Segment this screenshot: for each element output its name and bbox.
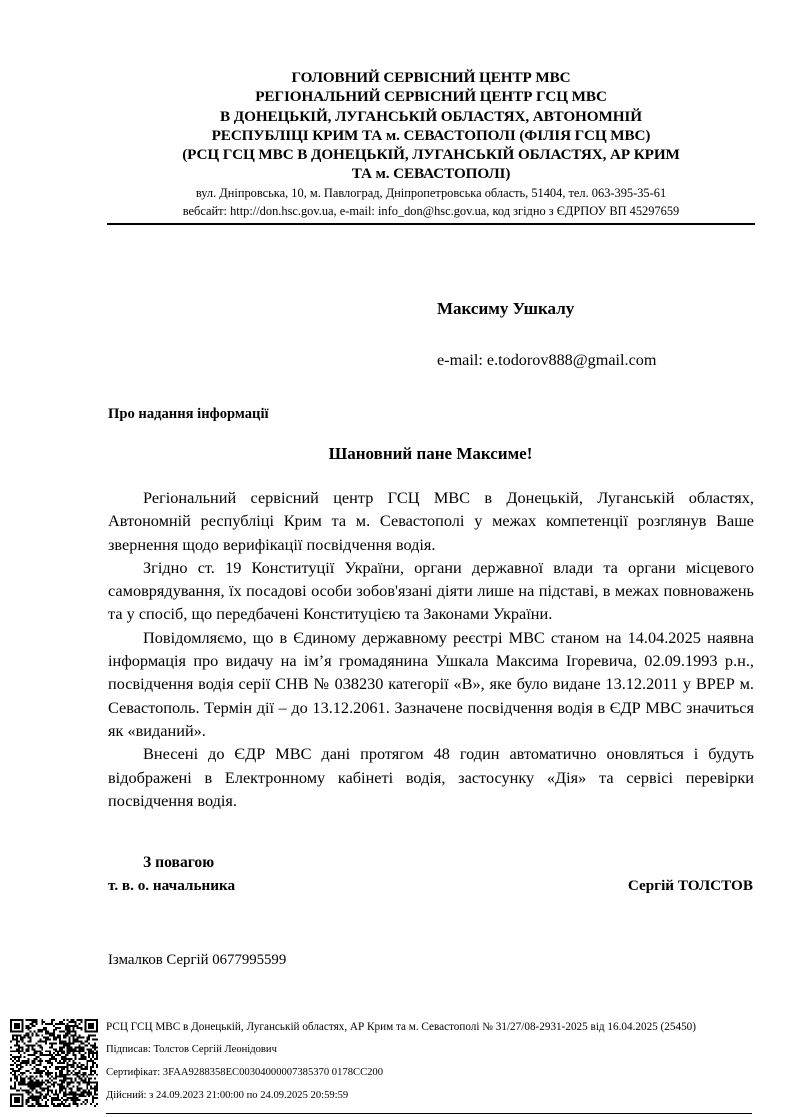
stamp-text-block bbox=[106, 1020, 766, 1112]
addressee-name: Максиму Ушкалу bbox=[437, 299, 575, 318]
org-title-line-1: ГОЛОВНИЙ СЕРВІСНИЙ ЦЕНТР МВС bbox=[291, 69, 571, 86]
letterhead-divider bbox=[107, 223, 755, 225]
signature-row bbox=[108, 875, 753, 896]
validity-line: Дійсний: з 24.09.2023 21:00:00 по 24.09.2025 20:59:59 bbox=[106, 1090, 349, 1102]
subject-line: Про надання інформації bbox=[108, 406, 269, 422]
body-paragraph-2: Згідно ст. 19 Конституції України, органи державної влади та органи місцевого самоврядування, їх посадові особи зобов'язані діяти лише на підставі, в межах повноважень та у спосіб, що передбачені Конституцією та Законами України. bbox=[108, 557, 754, 624]
signed-by-line: Підписав: Толстов Сергій Леонідович bbox=[106, 1044, 277, 1056]
org-title-line-6: ТА м. СЕВАСТОПОЛІ) bbox=[351, 165, 511, 183]
signer-name: Сергій ТОЛСТОВ bbox=[627, 877, 753, 894]
org-title-line-4: РЕСПУБЛІЦІ КРИМ ТА м. СЕВАСТОПОЛІ (ФІЛІЯ ГСЦ МВС) bbox=[211, 126, 651, 144]
body-paragraph-1: Регіональний сервісний центр ГСЦ МВС в Донецькій, Луганській областях, Автономній республіці Крим та м. Севастополі у межах компетенції розглянув Ваше звернення щодо верифікації посвідчення водія. bbox=[108, 488, 754, 554]
addressee-block bbox=[437, 298, 767, 371]
org-title-line-2: РЕГІОНАЛЬНИЙ СЕРВІСНИЙ ЦЕНТР ГСЦ МВС bbox=[255, 88, 607, 106]
salutation: Шановний пане Максиме! bbox=[328, 444, 533, 463]
signature-regards: З повагою bbox=[143, 854, 215, 871]
qr-code bbox=[10, 1017, 98, 1109]
executor-contact: Ізмалков Сергій 0677995599 bbox=[108, 952, 287, 968]
digital-signature-stamp bbox=[0, 1008, 787, 1117]
signature-block bbox=[108, 852, 753, 896]
document-reference: РСЦ ГСЦ МВС в Донецькій, Луганській областях, АР Крим та м. Севастополі № 31/27/08-2931-2025 від 16.04.2025 (25450) bbox=[106, 1021, 696, 1033]
certificate-line: Сертифікат: 3FAA9288358EC00304000007385370 0178CC200 bbox=[106, 1067, 384, 1079]
org-title-line-3: В ДОНЕЦЬКІЙ, ЛУГАНСЬКІЙ ОБЛАСТЯХ, АВТОНОМНІЙ bbox=[220, 107, 642, 125]
letter-body bbox=[108, 486, 754, 812]
addressee-email: e-mail: e.todorov888@gmail.com bbox=[437, 351, 657, 369]
signer-position: т. в. о. начальника bbox=[108, 877, 236, 894]
org-address: вул. Дніпровська, 10, м. Павлоград, Дніпропетровська область, 51404, тел. 063-395-35-61 bbox=[195, 185, 667, 200]
org-title-line-5: (РСЦ ГСЦ МВС В ДОНЕЦЬКІЙ, ЛУГАНСЬКІЙ ОБЛАСТЯХ, АР КРИМ bbox=[182, 146, 680, 164]
body-paragraph-3: Повідомляємо, що в Єдиному державному реєстрі МВС станом на 14.04.2025 наявна інформація про видачу на ім’я громадянина Ушкала Максима Ігоревича, 02.09.1993 р.н., посвідчення водія серії СНВ № 038230 категорії «В», яке було видане 13.12.2011 у ВРЕР м. Севастополь. Термін дії – до 13.12.2061. Зазначене посвідчення водія в ЄДР МВС значиться як «виданий». bbox=[108, 627, 754, 740]
stamp-divider bbox=[106, 1113, 752, 1114]
letterhead bbox=[107, 68, 755, 225]
body-paragraph-4: Внесені до ЄДР МВС дані протягом 48 годин автоматично оновляться і будуть відображені в Електронному кабінеті водія, застосунку «Дія» та сервісі перевірки посвідчення водія. bbox=[108, 744, 754, 810]
org-web-contacts: вебсайт: http://don.hsc.gov.ua, e-mail: info_don@hsc.gov.ua, код згідно з ЄДРПОУ ВП 45297659 bbox=[182, 203, 680, 218]
